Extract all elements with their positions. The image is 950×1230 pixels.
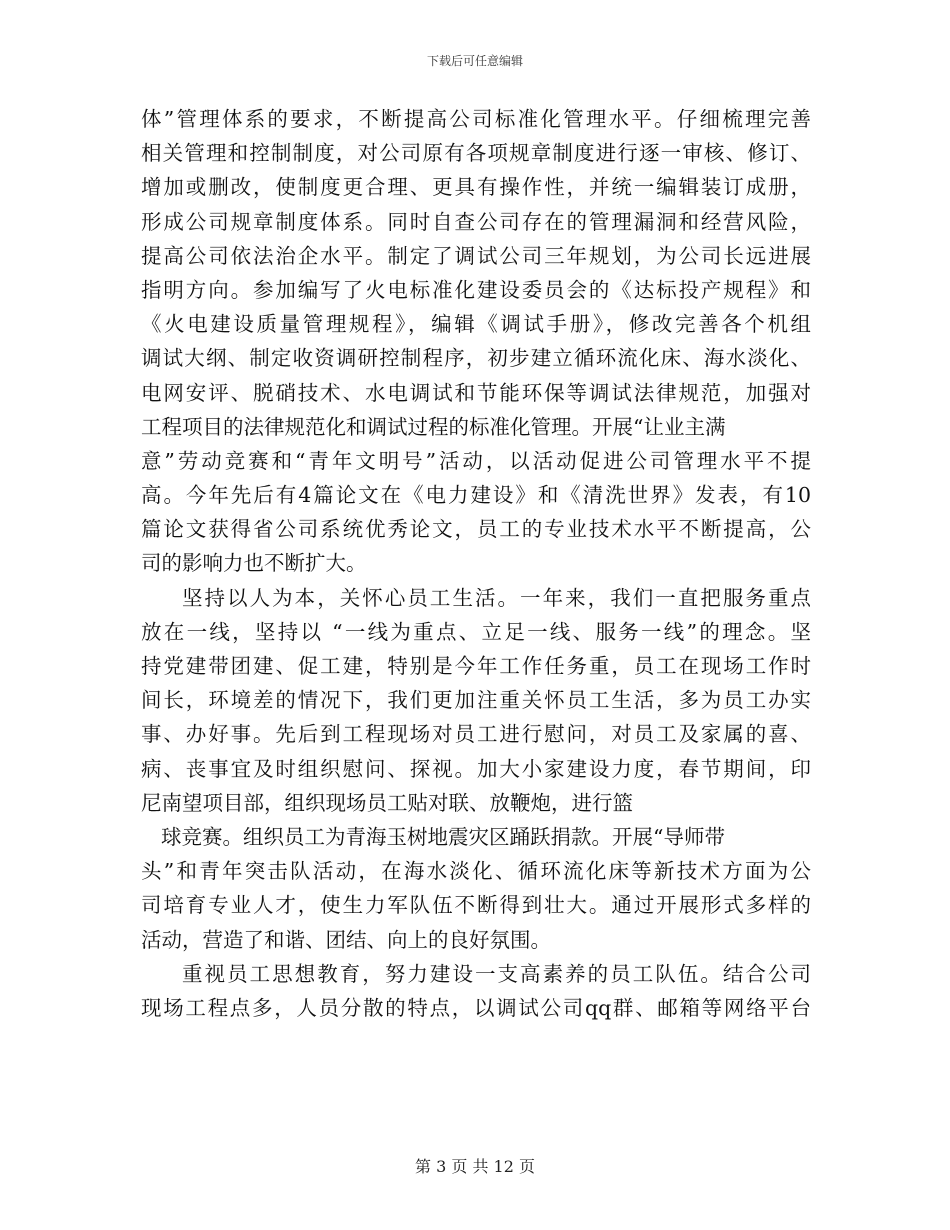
text-line: 头”和青年突击队活动，在海水淡化、循环流化床等新技术方面为公 [141, 859, 811, 884]
text-line: 尼南望项目部，组织现场员工贴对联、放鞭炮，进行篮 [141, 790, 633, 815]
text-line: 司的影响力也不断扩大。 [141, 551, 367, 576]
text-line: 《火电建设质量管理规程》，编辑《调试手册》，修改完善各个机组 [141, 312, 811, 337]
text-line: 指明方向。参加编写了火电标准化建设委员会的《达标投产规程》和 [141, 277, 811, 302]
page-number-footer: 第 3 页 共 12 页 [415, 1157, 535, 1176]
text-line: 意”劳动竞赛和“青年文明号”活动，以活动促进公司管理水平不提 [141, 448, 811, 473]
page-header: 下载后可任意编辑 [426, 54, 523, 68]
text-line: 形成公司规章制度体系。同时自查公司存在的管理漏洞和经营风险， [141, 209, 811, 234]
text-line: 电网安评、脱硝技术、水电调试和节能环保等调试法律规范，加强对 [141, 380, 811, 405]
text-line: 提高公司依法治企水平。制定了调试公司三年规划，为公司长远进展 [141, 243, 811, 268]
paragraph-start-line: 重视员工思想教育，努力建设一支高素养的员工队伍。结合公司 [182, 961, 811, 986]
text-line: 间长，环境差的情况下，我们更加注重关怀员工生活，多为员工办实 [141, 688, 811, 713]
text-line: 工程项目的法律规范化和调试过程的标准化管理。开展“让业主满 [141, 414, 726, 439]
paragraph-start-line: 坚持以人为本，关怀心员工生活。一年来，我们一直把服务重点 [182, 585, 811, 610]
text-line: 病、丧事宜及时组织慰问、探视。加大小家建设力度，春节期间，印 [141, 756, 811, 781]
text-line: 活动，营造了和谐、团结、向上的良好氛围。 [141, 927, 551, 952]
text-line: 体”管理体系的要求，不断提高公司标准化管理水平。仔细梳理完善 [141, 107, 811, 131]
text-line: 相关管理和控制制度，对公司原有各项规章制度进行逐一审核、修订、 [141, 141, 811, 166]
text-line: 篇论文获得省公司系统优秀论文，员工的专业技术水平不断提高，公 [141, 517, 811, 542]
text-line: 高。今年先后有4篇论文在《电力建设》和《清洗世界》发表，有10 [141, 483, 811, 508]
text-line: 增加或删改，使制度更合理、更具有操作性，并统一编辑装订成册， [141, 175, 811, 200]
text-line: 持党建带团建、促工建，特别是今年工作任务重，员工在现场工作时 [141, 654, 811, 678]
document-body [141, 102, 811, 1025]
text-line: 事、办好事。先后到工程现场对员工进行慰问，对员工及家属的喜、 [141, 722, 811, 747]
text-line: 现场工程点多，人员分散的特点，以调试公司qq群、邮箱等网络平台 [141, 995, 811, 1020]
paragraph-start-line: 球竞赛。组织员工为青海玉树地震灾区踊跃捐款。开展“导师带 [161, 824, 725, 849]
text-line: 调试大纲、制定收资调研控制程序，初步建立循环流化床、海水淡化、 [141, 346, 811, 371]
text-line: 放在一线，坚持以 “一线为重点、立足一线、服务一线”的理念。坚 [141, 619, 811, 644]
text-line: 司培育专业人才，使生力军队伍不断得到壮大。通过开展形式多样的 [141, 893, 811, 918]
